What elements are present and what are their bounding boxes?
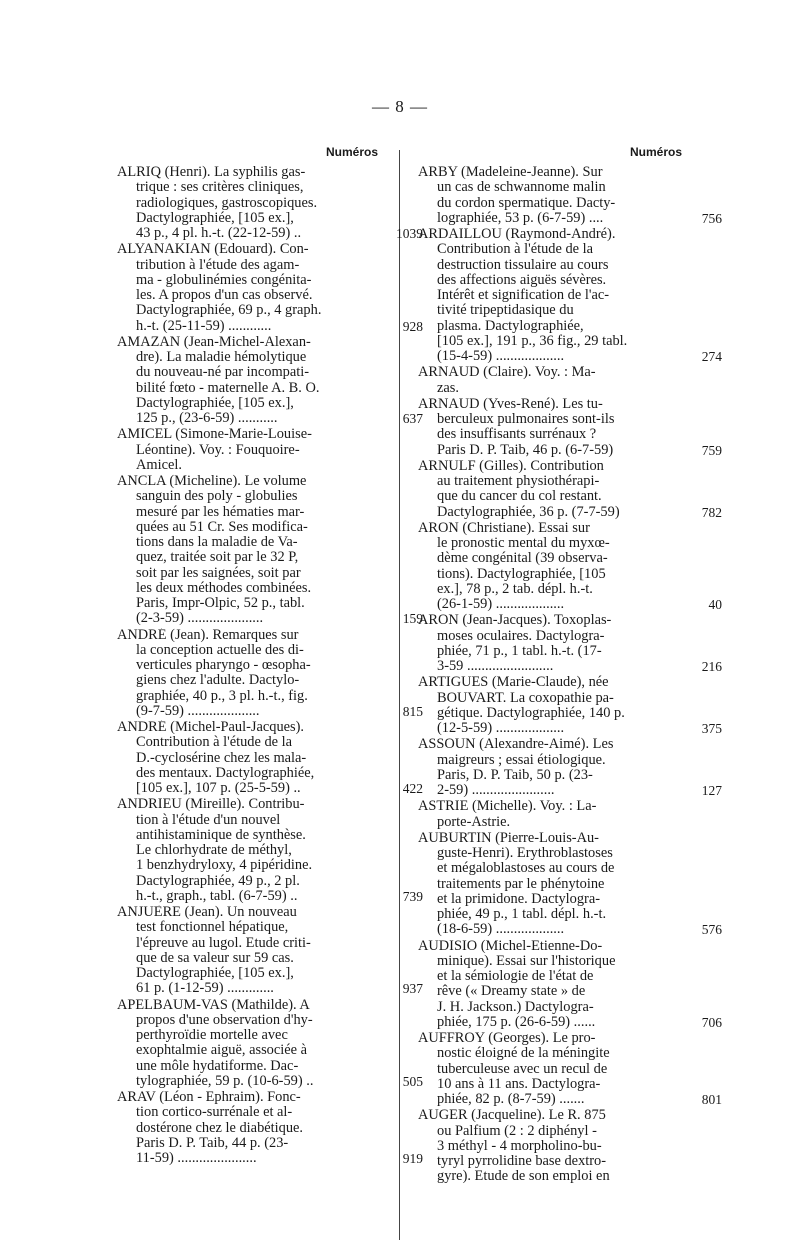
entry-line: ANDRÉ (Michel-Paul-Jacques). — [117, 720, 305, 735]
entry-line: Dactylographiée, [105 ex.], — [136, 395, 294, 411]
entry-line: des affections aiguës sévères. — [437, 272, 607, 288]
entry-line: 10 ans à 11 ans. Dactylogra- — [437, 1076, 601, 1092]
entry-line: nostic éloigné de la méningite — [437, 1046, 610, 1062]
right-column-header: Numéros — [630, 145, 683, 159]
entry-line: ARNAUD (Yves-René). Les tu- — [418, 396, 603, 412]
bibliography-entry — [418, 365, 696, 396]
entry-line: rêve (« Dreamy state » de — [437, 984, 586, 1000]
entry-line: tions dans la maladie de Va- — [136, 535, 298, 550]
entry-line: D.-cyclosérine chez les mala- — [136, 750, 307, 766]
entry-line: ANCLA (Micheline). Le volume — [117, 474, 307, 489]
bibliography-entry — [117, 797, 423, 904]
entry-line: ASTRIE (Michelle). Voy. : La- — [418, 799, 597, 815]
entry-line: sanguin des poly - globulies — [136, 489, 298, 505]
entry-line: ASSOUN (Alexandre-Aimé). Les — [418, 737, 614, 753]
entry-number: 40 — [708, 597, 722, 612]
entry-line: dème congénital (39 observa- — [437, 551, 608, 567]
entry-line: Intérêt et signification de l'ac- — [437, 288, 610, 303]
entry-line: les deux méthodes combinées. — [136, 580, 312, 596]
entry-line: lographiée, 53 p. (6-7-59) .... — [437, 210, 604, 226]
entry-line: Dactylographiée, [105 ex.], — [136, 966, 294, 981]
bibliography-entry — [117, 1090, 423, 1166]
entry-line: propos d'une observation d'hy- — [136, 1012, 313, 1028]
entry-number: 159 — [402, 611, 423, 627]
bibliography-entry — [418, 520, 722, 613]
entry-line: ANJUÈRE (Jean). Un nouveau — [117, 905, 297, 920]
entry-line: tion à l'étude d'un nouvel — [136, 812, 281, 828]
bibliography-entry — [117, 165, 423, 241]
entry-line: plasma. Dactylographiée, — [437, 318, 584, 334]
entry-line: gyre). Etude de son emploi en — [437, 1169, 610, 1185]
entry-line: tions). Dactylographiée, [105 — [437, 566, 606, 582]
entry-line: au traitement physiothérapi- — [437, 474, 600, 489]
entry-line: AUDISIO (Michel-Etienne-Do- — [418, 938, 603, 954]
entry-line: mesuré par les hématies mar- — [136, 504, 305, 520]
entry-line: zas. — [437, 380, 459, 396]
entry-number: 739 — [402, 888, 423, 904]
entry-line: h.-t. (25-11-59) ............ — [136, 318, 272, 334]
entry-line: porte-Astrie. — [437, 814, 511, 830]
entry-line: AUBURTIN (Pierre-Louis-Au- — [418, 830, 599, 846]
entry-number: 928 — [402, 318, 423, 334]
bibliography-entry — [418, 396, 722, 458]
bibliography-entry — [418, 938, 722, 1031]
entry-line: Léontine). Voy. : Fouquoire- — [136, 442, 300, 458]
bibliography-entry — [418, 165, 722, 226]
entry-number: 216 — [701, 659, 722, 674]
entry-line: l'épreuve au lugol. Etude criti- — [136, 935, 311, 951]
entry-line: traitements par le phénytoine — [437, 876, 605, 892]
entry-line: [105 ex.], 191 p., 36 fig., 29 tabl. — [437, 333, 628, 349]
entry-line: giens chez l'adulte. Dactylo- — [136, 673, 300, 689]
entry-number: 937 — [402, 981, 423, 997]
entry-line: Paris, Impr-Olpic, 52 p., tabl. — [136, 596, 305, 611]
entry-number: 375 — [701, 721, 722, 736]
entry-line: tivité tripeptidasique du — [437, 303, 574, 319]
bibliography-entry — [117, 720, 423, 796]
entry-line: Paris D. P. Taib, 46 p. (6-7-59) — [437, 442, 614, 458]
entry-line: gétique. Dactylographiée, 140 p. — [437, 705, 625, 721]
entry-number: 576 — [701, 922, 722, 938]
entry-line: la conception actuelle des di- — [136, 642, 304, 658]
entry-line: 3 méthyl - 4 morpholino-bu- — [437, 1138, 602, 1154]
entry-line: moses oculaires. Dactylogra- — [437, 628, 605, 644]
bibliography-entry — [117, 627, 423, 720]
bibliography-entry — [418, 737, 722, 798]
bibliography-entry — [418, 1108, 696, 1184]
left-column — [117, 165, 423, 1167]
entry-line: dre). La maladie hémolytique — [136, 350, 307, 365]
entry-line: les. A propos d'un cas observé. — [136, 288, 313, 303]
entry-line: Dactylographiée, 36 p. (7-7-59) — [437, 504, 620, 520]
entry-line: et la primidone. Dactylogra- — [437, 891, 601, 907]
entry-line: bilité fœto - maternelle A. B. O. — [136, 380, 320, 396]
entry-line: exophtalmie aiguë, associée à — [136, 1043, 308, 1059]
entry-line: antihistaminique de synthèse. — [136, 827, 306, 843]
bibliography-entry — [418, 613, 722, 674]
entry-line: ARDAILLOU (Raymond-André). — [418, 227, 616, 242]
page-number: — 8 — — [372, 97, 428, 116]
bibliography-entry — [418, 227, 722, 364]
bibliography-entry — [418, 1031, 722, 1107]
entry-line: Paris, D. P. Taib, 50 p. (23- — [437, 767, 593, 783]
entry-line: 11-59) ...................... — [136, 1151, 257, 1166]
entry-line: Dactylographiée, 69 p., 4 graph. — [136, 303, 322, 319]
entry-line: ARTIGUES (Marie-Claude), née — [418, 675, 609, 691]
bibliography-entry — [117, 427, 393, 473]
entry-line: AUFFROY (Georges). Le pro- — [418, 1031, 596, 1046]
entry-line: et mégaloblastoses au cours de — [437, 861, 615, 877]
entry-number: 919 — [402, 1151, 423, 1166]
bibliography-entry — [117, 242, 423, 334]
entry-line: (26-1-59) ................... — [437, 597, 565, 612]
entry-line: ou Palfium (2 : 2 diphényl - — [437, 1123, 597, 1139]
entry-line: tribution à l'étude des agam- — [136, 257, 300, 273]
bibliography-entry — [117, 997, 423, 1090]
entry-line: Contribution à l'étude de la — [136, 735, 293, 751]
entry-line: h.-t., graph., tabl. (6-7-59) .. — [136, 888, 298, 904]
left-column-header: Numéros — [326, 145, 379, 159]
entry-number: 505 — [402, 1073, 423, 1089]
entry-line: AUGER (Jacqueline). Le R. 875 — [418, 1108, 606, 1124]
bibliography-entry — [418, 458, 722, 520]
entry-line: perthyroïdie mortelle avec — [136, 1028, 288, 1043]
entry-line: Dactylographiée, [105 ex.], — [136, 210, 294, 226]
entry-line: AMICEL (Simone-Marie-Louise- — [117, 427, 312, 443]
entry-line: J. H. Jackson.) Dactylogra- — [437, 999, 594, 1015]
entry-number: 782 — [701, 504, 722, 520]
entry-line: test fonctionnel hépatique, — [136, 920, 289, 936]
entry-line: (12-5-59) ................... — [437, 721, 565, 736]
entry-line: soit par les saignées, soit par — [136, 565, 301, 581]
right-column — [418, 165, 722, 1186]
entry-line: (9-7-59) .................... — [136, 703, 260, 719]
entry-line: destruction tissulaire au cours — [437, 257, 609, 273]
entry-line: ANDRÉ (Jean). Remarques sur — [117, 627, 299, 643]
entry-line: quez, traitée soit par le 32 P, — [136, 550, 299, 566]
bibliography-entry — [117, 334, 423, 427]
entry-line: et la sémiologie de l'état de — [437, 969, 594, 984]
entry-line: du nouveau-né par incompati- — [136, 365, 310, 381]
entry-line: berculeux pulmonaires sont-ils — [437, 412, 615, 427]
entry-number: 127 — [701, 783, 722, 798]
entry-line: Amicel. — [136, 457, 182, 473]
entry-line: phiée, 82 p. (8-7-59) ....... — [437, 1092, 585, 1107]
bibliography-entry — [117, 474, 423, 627]
entry-line: le pronostic mental du myxœ- — [437, 536, 610, 551]
entry-line: une môle hydatiforme. Dac- — [136, 1058, 299, 1074]
entry-line: 1 benzhydryloxy, 4 pipéridine. — [136, 858, 313, 874]
entry-line: tuberculeuse avec un recul de — [437, 1061, 608, 1077]
entry-line: Paris D. P. Taib, 44 p. (23- — [136, 1135, 289, 1151]
entry-line: phiée, 71 p., 1 tabl. h.-t. (17- — [437, 643, 602, 659]
entry-line: ALYANAKIAN (Edouard). Con- — [117, 242, 309, 258]
entry-line: ALRIQ (Henri). La syphilis gas- — [117, 165, 306, 180]
entry-line: phiée, 49 p., 1 tabl. dépl. h.-t. — [437, 907, 607, 922]
entry-line: ARNULF (Gilles). Contribution — [418, 458, 604, 474]
entry-number: 756 — [701, 210, 722, 226]
entry-line: maigreurs ; essai étiologique. — [437, 752, 606, 768]
entry-number: 801 — [701, 1092, 722, 1107]
entry-line: Le chlorhydrate de méthyl, — [136, 843, 292, 858]
entry-line: ARON (Christiane). Essai sur — [418, 520, 590, 536]
entry-line: phiée, 175 p. (26-6-59) ...... — [437, 1014, 596, 1030]
entry-line: des mentaux. Dactylographiée, — [136, 765, 315, 781]
entry-line: tyryl pyrrolidine base dextro- — [437, 1154, 607, 1169]
entry-line: BOUVART. La coxopathie pa- — [437, 690, 614, 706]
entry-line: dostérone chez le diabétique. — [136, 1120, 304, 1136]
bibliography-entry — [418, 799, 696, 830]
entry-line: verticules pharyngo - œsopha- — [136, 658, 311, 673]
entry-line: ARBY (Madeleine-Jeanne). Sur — [418, 165, 603, 180]
entry-line: Contribution à l'étude de la — [437, 242, 594, 258]
entry-number: 1039 — [396, 226, 423, 241]
entry-line: un cas de schwannome malin — [437, 180, 606, 196]
entry-line: tylographiée, 59 p. (10-6-59) .. — [136, 1073, 314, 1089]
entry-number: 422 — [402, 781, 423, 796]
entry-line: ANDRIEU (Mireille). Contribu- — [117, 797, 305, 813]
entry-line: APELBAUM-VAS (Mathilde). A — [117, 997, 310, 1013]
entry-line: (15-4-59) ................... — [437, 349, 565, 364]
entry-number: 637 — [402, 411, 423, 426]
bibliography-entry — [117, 905, 423, 997]
entry-line: ARAV (Léon - Ephraim). Fonc- — [117, 1090, 301, 1105]
entry-line: des insuffisants surrénaux ? — [437, 427, 597, 443]
entry-number: 759 — [701, 442, 722, 458]
entry-line: trique : ses critères cliniques, — [136, 180, 304, 196]
entry-line: que du cancer du col restant. — [437, 489, 602, 505]
entry-line: AMAZAN (Jean-Michel-Alexan- — [117, 334, 311, 350]
entry-line: quées au 51 Cr. Ses modifica- — [136, 519, 308, 535]
entry-line: minique). Essai sur l'historique — [437, 953, 616, 969]
entry-line: (18-6-59) ................... — [437, 922, 565, 938]
entry-line: (2-3-59) ..................... — [136, 611, 264, 627]
entry-line: que de sa valeur sur 59 cas. — [136, 950, 294, 966]
entry-line: ma - globulinémies congénita- — [136, 272, 312, 288]
entry-number: 815 — [402, 703, 423, 719]
entry-line: radiologiques, gastroscopiques. — [136, 195, 318, 211]
entry-line: 125 p., (23-6-59) ........... — [136, 411, 278, 426]
entry-line: Dactylographiée, 49 p., 2 pl. — [136, 873, 300, 889]
entry-line: 2-59) ....................... — [437, 783, 555, 798]
entry-line: tion cortico-surrénale et al- — [136, 1105, 293, 1121]
entry-line: 43 p., 4 pl. h.-t. (22-12-59) .. — [136, 226, 302, 241]
entry-line: 3-59 ........................ — [437, 659, 554, 674]
entry-number: 706 — [701, 1014, 722, 1030]
entry-line: 61 p. (1-12-59) ............. — [136, 981, 274, 997]
entry-line: du cordon spermatique. Dacty- — [437, 195, 616, 211]
entry-line: ARNAUD (Claire). Voy. : Ma- — [418, 365, 596, 381]
entry-line: [105 ex.], 107 p. (25-5-59) .. — [136, 781, 301, 796]
bibliography-entry — [418, 675, 722, 736]
entry-line: ARON (Jean-Jacques). Toxoplas- — [418, 613, 612, 629]
entry-line: ex.], 78 p., 2 tab. dépl. h.-t. — [437, 581, 593, 597]
bibliography-entry — [418, 830, 722, 938]
entry-line: graphiée, 40 p., 3 pl. h.-t., fig. — [136, 688, 308, 704]
entry-number: 274 — [701, 349, 722, 364]
entry-line: guste-Henri). Erythroblastoses — [437, 846, 613, 861]
